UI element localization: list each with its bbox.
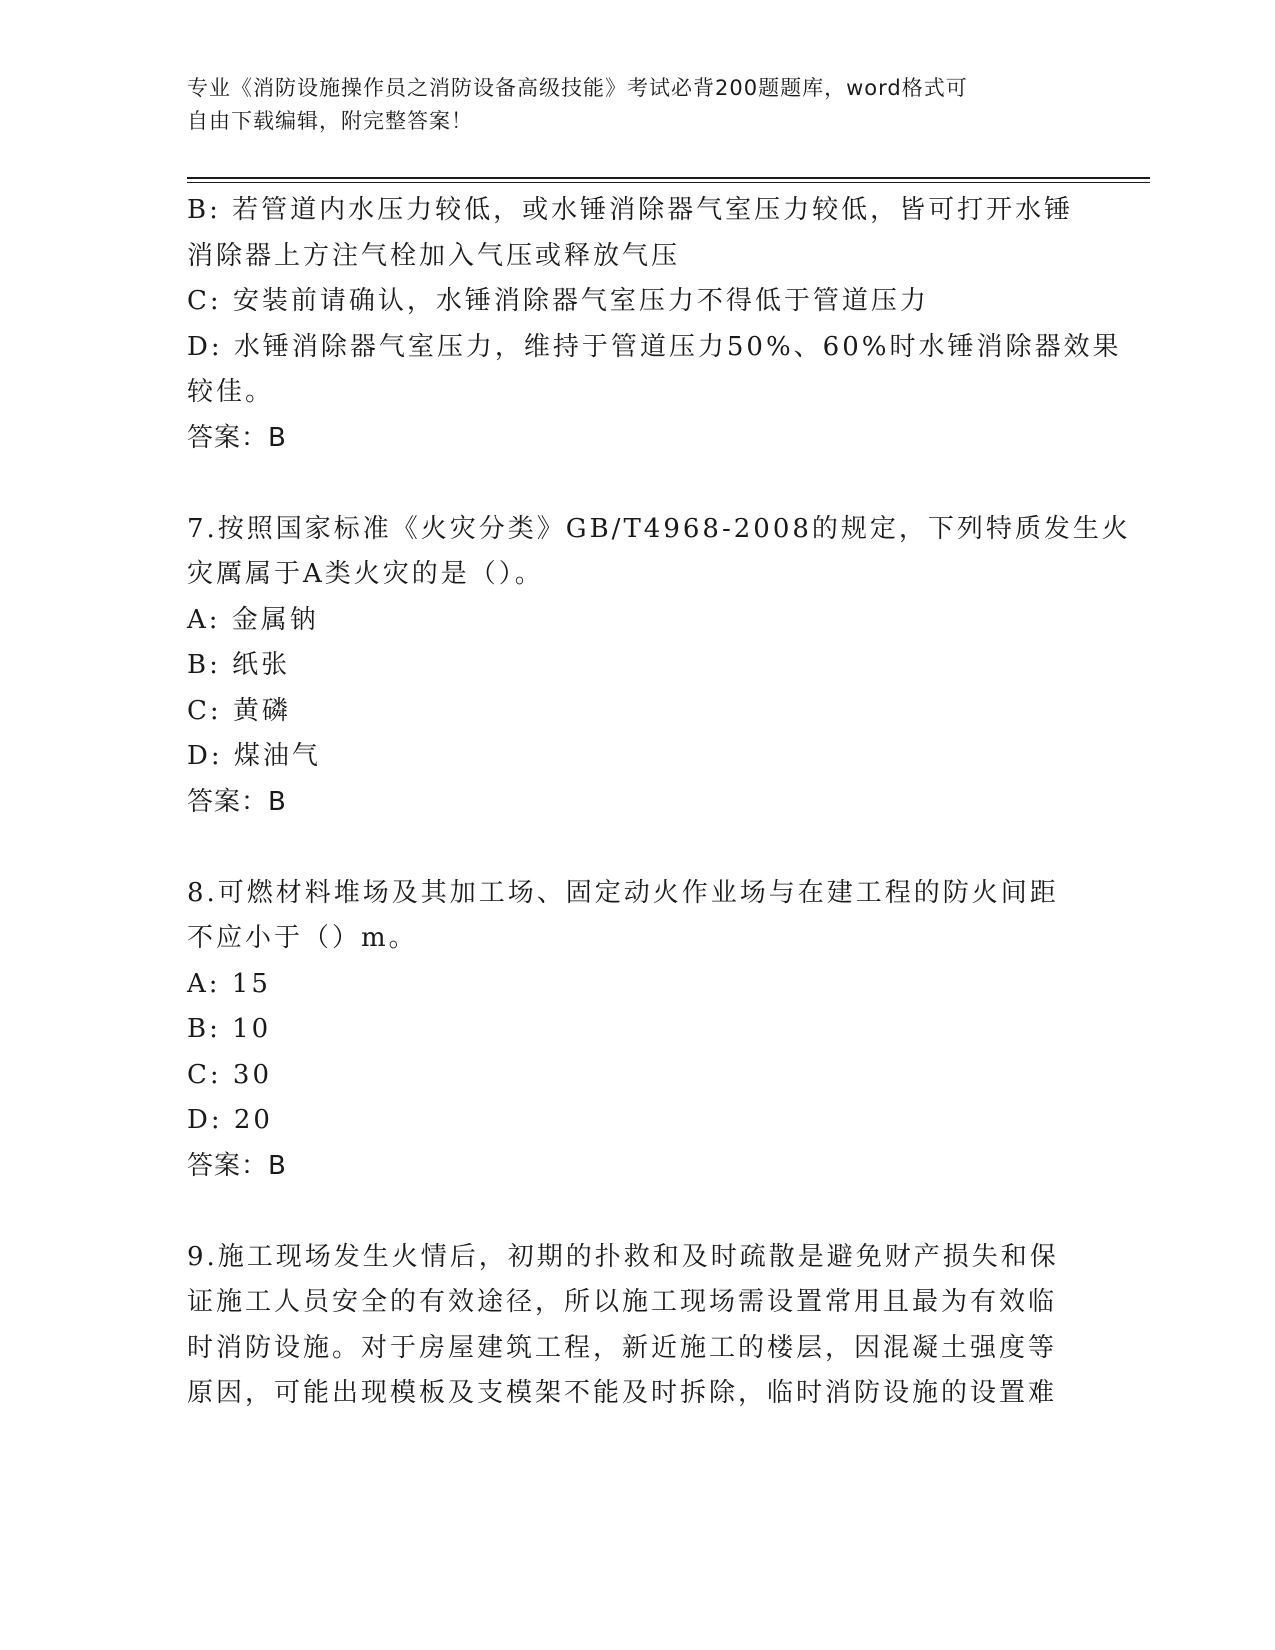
q8-option-d: D: 20 [187,1105,273,1135]
question-8 [187,871,1087,1190]
header-rule-thick [187,177,1150,179]
q8-option-a: A: 15 [187,968,271,999]
question-6-tail [187,188,1122,461]
q7-option-a: A: 金属钠 [187,604,319,635]
q7-stem-line-2: 灾厲属于A类火灾的是（）。 [187,559,544,589]
q6-answer: 答案：B [187,422,287,453]
q6-option-d-line-2: 较佳。 [187,377,275,407]
q7-option-b: B: 纸张 [187,650,291,680]
q8-option-c: C: 30 [187,1059,273,1090]
header-line-2: 自由下载编辑，附完整答案！ [187,109,473,133]
q6-option-b-line-1: B: 若管道内水压力较低，或水锤消除器气室压力较低，皆可打开水锤 [187,195,1074,225]
document-body [187,188,1131,1417]
q6-option-b-line-2: 消除器上方注气栓加入气压或释放气压 [187,240,681,271]
q6-option-d-line-1: D: 水锤消除器气室压力，维持于管道压力50%、60%时水锤消除器效果 [187,331,1122,362]
q8-option-b: B: 10 [187,1014,272,1044]
q9-stem-line-2: 证施工人员安全的有效途径，所以施工现场需设置常用且最为有效临 [187,1287,1058,1317]
spacer [187,461,1087,507]
q7-option-d: D: 煤油气 [187,741,321,771]
q7-stem-line-1: 7.按照国家标准《火灾分类》GB/T4968-2008的规定，下列特质发生火 [187,513,1131,544]
page-header [187,72,1067,138]
q8-answer: 答案：B [187,1150,287,1181]
q9-stem-line-3: 时消防设施。对于房屋建筑工程，新近施工的楼层，因混凝土强度等 [187,1332,1058,1363]
q7-option-c: C: 黄磷 [187,695,291,726]
q8-stem-line-2: 不应小于（）m。 [187,923,418,953]
header-line-1: 专业《消防设施操作员之消防设备高级技能》考试必背200题题库，word格式可 [187,76,968,100]
q8-stem-line-1: 8.可燃材料堆场及其加工场、固定动火作业场与在建工程的防火间距 [187,877,1059,908]
question-7 [187,507,1131,826]
spacer [187,1189,1087,1235]
spacer [187,825,1087,871]
header-rule-thin [187,182,1150,183]
q9-stem-line-4: 原因，可能出现模板及支模架不能及时拆除，临时消防设施的设置难 [187,1378,1058,1408]
q9-stem-line-1: 9.施工现场发生火情后，初期的扑救和及时疏散是避免财产损失和保 [187,1241,1059,1272]
q6-option-c: C: 安装前请确认，水锤消除器气室压力不得低于管道压力 [187,286,929,316]
q7-answer: 答案：B [187,786,287,817]
question-9 [187,1235,1087,1417]
